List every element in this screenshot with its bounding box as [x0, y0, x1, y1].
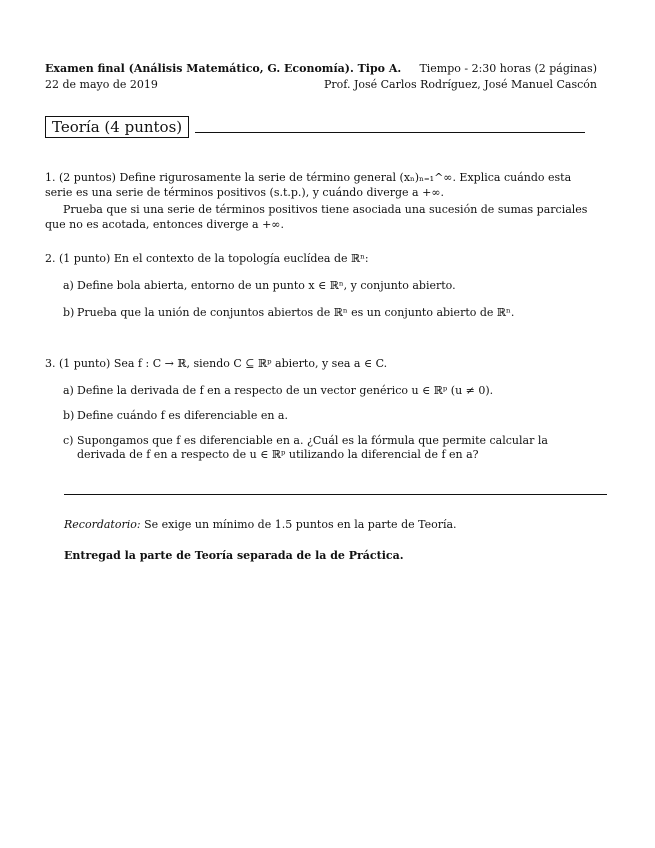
header-row-1: [45, 62, 597, 77]
question-3-intro: [45, 357, 597, 372]
final-instruction: Entregad la parte de Teoría separada de la de Práctica.: [64, 549, 404, 562]
question-text: (2 puntos) Define rigurosamente la serie de término general (xₙ)ₙ₌₁^∞. Explica cuándo esta serie es una serie de términos positivos (s.t.p.), y cuándo diverge a +∞.: [45, 171, 572, 199]
item-label: b): [63, 305, 75, 319]
item-text: Supongamos que f es diferenciable en a. ¿Cuál es la fórmula que permite calcular la derivada de f en a respecto de u ∈ ℝᵖ utilizando la diferencial de f en a?: [77, 433, 548, 462]
reminder-text: Se exige un mínimo de 1.5 puntos en la parte de Teoría.: [144, 518, 457, 531]
question-2: [45, 252, 597, 321]
exam-duration: Tiempo - 2:30 horas (2 páginas): [419, 62, 597, 75]
question-2-intro: [45, 252, 597, 267]
question-3b: [63, 409, 597, 424]
question-text: (1 punto) En el contexto de la topología euclídea de ℝⁿ:: [59, 252, 369, 265]
question-2b: [63, 306, 597, 321]
reminder-note: [64, 518, 604, 533]
section-title: Teoría (4 puntos): [45, 116, 189, 138]
exam-date: 22 de mayo de 2019: [45, 78, 158, 91]
question-text: (1 punto) Sea f : C → ℝ, siendo C ⊆ ℝᵖ abierto, y sea a ∈ C.: [59, 357, 388, 370]
question-number: 3.: [45, 357, 56, 370]
item-label: c): [63, 433, 74, 447]
item-text: Define cuándo f es diferenciable en a.: [77, 408, 288, 422]
header-row-2: [45, 78, 597, 93]
question-number: 1.: [45, 171, 56, 184]
reminder-label: Recordatorio:: [64, 518, 141, 531]
item-label: a): [63, 383, 74, 397]
item-text: Define bola abierta, entorno de un punto x ∈ ℝⁿ, y conjunto abierto.: [77, 278, 456, 292]
item-text: Prueba que la unión de conjuntos abiertos de ℝⁿ es un conjunto abierto de ℝⁿ.: [77, 305, 515, 319]
question-3c: [63, 434, 597, 464]
question-2a: [63, 279, 597, 294]
question-1: [45, 171, 597, 232]
question-number: 2.: [45, 252, 56, 265]
section-title-rule: [195, 132, 585, 133]
section-divider: [64, 494, 607, 495]
item-label: b): [63, 408, 75, 422]
item-text: Define la derivada de f en a respecto de un vector genérico u ∈ ℝᵖ (u ≠ 0).: [77, 383, 494, 397]
question-1-proof: Prueba que si una serie de términos positivos tiene asociada una sucesión de sumas parciales que no es acotada, entonces diverge a +∞.: [45, 202, 588, 231]
exam-professors: Prof. José Carlos Rodríguez, José Manuel Cascón: [324, 78, 597, 91]
question-3: [45, 357, 597, 463]
exam-title: Examen final (Análisis Matemático, G. Economía). Tipo A.: [45, 62, 402, 75]
item-label: a): [63, 278, 74, 292]
question-1-statement: [45, 171, 597, 201]
question-3a: [63, 384, 597, 399]
